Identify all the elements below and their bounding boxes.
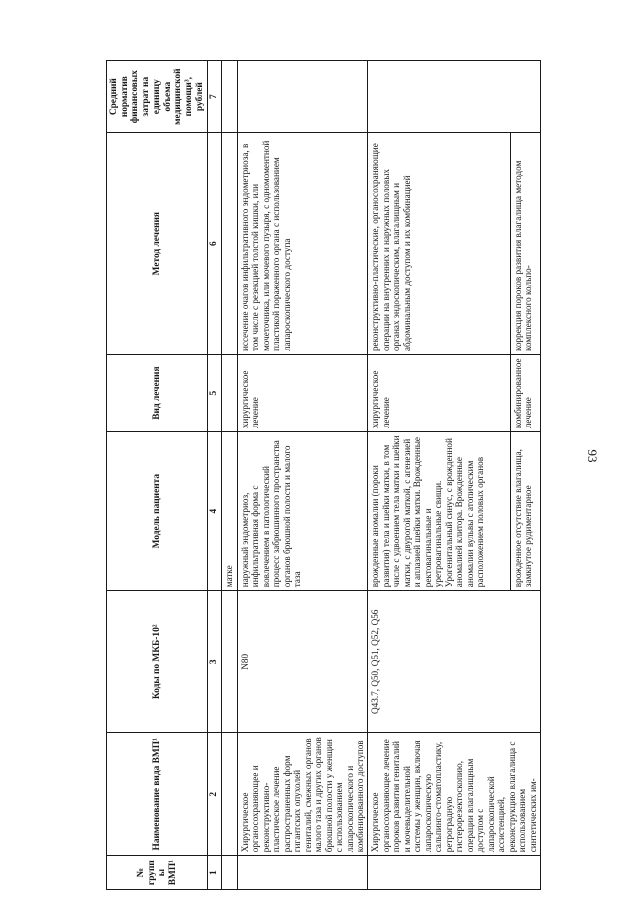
column-number: 5 [208,355,222,432]
column-number: 4 [208,432,222,591]
column-number: 1 [208,856,222,890]
header-icd-codes: Коды по МКБ-10² [107,591,208,733]
cell-patient-model: врожденное отсутствие влагалища, замкнутое рудиментарное [510,432,541,591]
vmp-table [106,60,541,890]
cell-treatment-method: коррекция пороков развития влагалища методом комплексного кольпо- [510,133,541,355]
cell-group [237,856,368,890]
cell-group [368,856,541,890]
cell-vmp-name: Хирургическое органосохраняющее лечение пороков развития гениталий и мочевыделительной системы у женщин, включая лапароскопическую сальпинго-стоматопластику, ретроградную гистерорезектоскопию, операции влагалищным доступом с лапароскопической ассистенцией, реконструкцию влагалища с использованием синтетических им- [368,733,541,856]
cell-icd-codes: Q43.7, Q50, Q51, Q52, Q56 [368,591,541,733]
cell-patient-model: врожденные аномалии (пороки развития) тела и шейки матки, в том числе с удвоением тела матки и шейки матки, с двурогой маткой, с агенезией и аплазией шейки матки. Врожденные ректовагинальные и уретровагинальные свищи. Урогенитальный синус, с врожденной аномалией клитора. Врожденные аномалии вульвы с атопическим расположением половых органов [368,432,510,591]
cell-vmp-name: Хирургическое органосохраняющее и реконструктивно-пластическое лечение распространенных форм гигантских опухолей гениталий, смежных органов малого таза и других органов брюшной полости у женщин с использованием лапароскопического и комбинированного доступов [237,733,368,856]
header-cost: Средний норматив финансовых затрат на единицу объема медицинской помощи³, рублей [107,61,208,133]
page-number: 93 [585,449,600,463]
cell-icd-codes: N80 [237,591,368,733]
cell-treatment-method: реконструктивно-пластические, органосохраняющие операции на внутренних и наружных половых органах эндоскопическим, влагалищным и абдоминальным доступом и их комбинацией [368,133,510,355]
table-row-continuation [222,61,237,890]
cell-treatment-method: иссечение очагов инфильтративного эндометриоза, в том числе с резекцией толстой кишки, или мочеточника, или мочевого пузыря, с одномоментной пластикой пораженного органа с использованием лапароскопического доступа [237,133,368,355]
cell-cost [368,61,541,133]
column-number: 7 [208,61,222,133]
table-row [368,61,510,890]
rotated-table-canvas [106,60,538,890]
cell-patient-model: наружный эндометриоз, инфильтративная форма с вовлечением в патологический процесс забрюшинного пространства органов брюшной полости и малого таза [237,432,368,591]
cell-treatment-type: комбинированное лечение [510,355,541,432]
header-treatment-method: Метод лечения [107,133,208,355]
cell-treatment-type: хирургическое лечение [237,355,368,432]
header-treatment-type: Вид лечения [107,355,208,432]
column-number: 2 [208,733,222,856]
continuation-text: матке [222,432,237,591]
table-row [237,61,368,890]
column-number: 6 [208,133,222,355]
column-number: 3 [208,591,222,733]
header-group-number: № группы ВМП¹ [107,856,208,890]
header-patient-model: Модель пациента [107,432,208,591]
cell-cost [237,61,368,133]
cell-treatment-type: хирургическое лечение [368,355,510,432]
header-vmp-name: Наименование вида ВМП¹ [107,733,208,856]
